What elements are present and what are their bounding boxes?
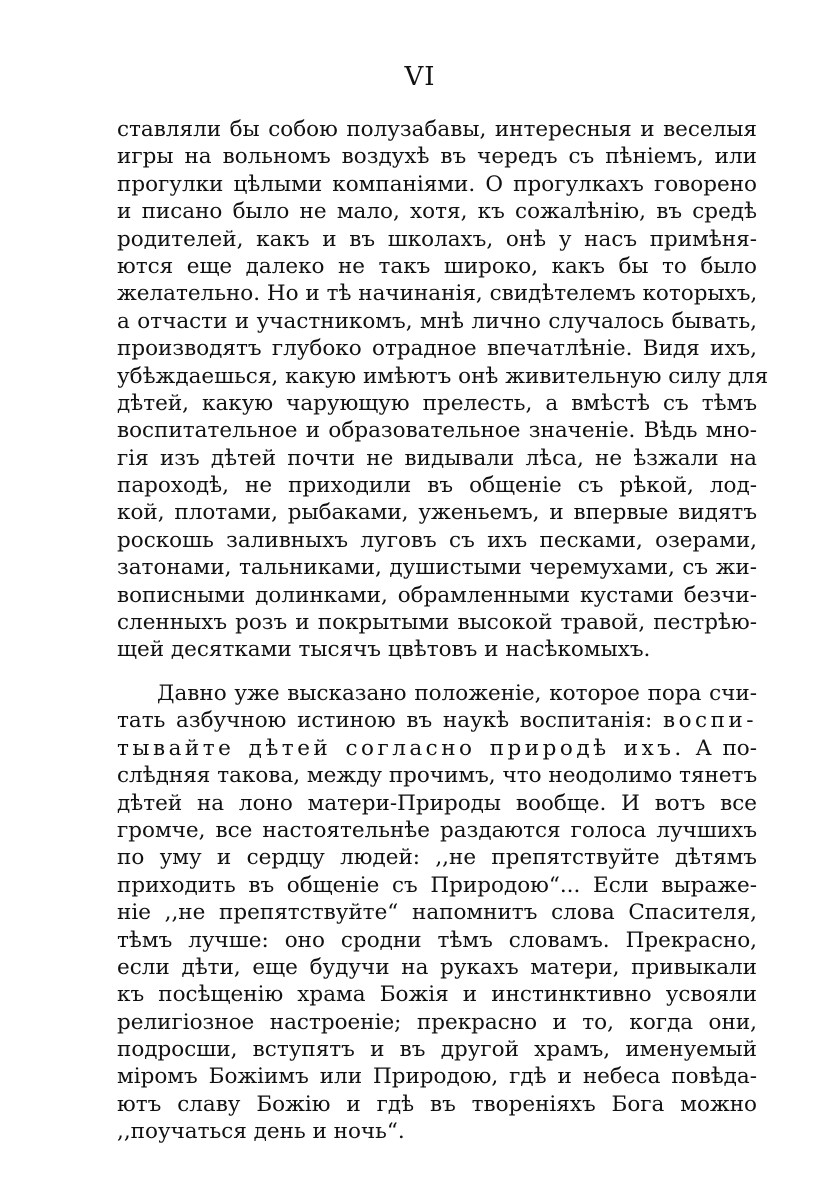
- text-line: по уму и сердцу людей: ,,не препятствуйте дѣтямъ: [117, 845, 757, 871]
- text-line: дѣтей на лоно матери-Природы вообще. И вотъ все: [117, 790, 757, 816]
- text-line: подросши, вступятъ и въ другой храмъ, именуемый: [117, 1037, 757, 1063]
- text-line: гія изъ дѣтей почти не видывали лѣса, не ѣзжали на: [117, 445, 757, 471]
- text-line: ніе ,,не препятствуйте“ напомнитъ слова Спасителя,: [117, 900, 757, 926]
- text-line: ются еще далеко не такъ широко, какъ бы то было: [117, 253, 757, 279]
- text-line: пароходѣ, не приходили въ общеніе съ рѣкой, лод-: [117, 473, 757, 499]
- text-line: прогулки цѣлыми компаніями. О прогулкахъ говорено: [117, 171, 757, 197]
- text-line: Давно уже высказано положеніе, которое пора счи-: [157, 681, 757, 706]
- text-line: производятъ глубоко отрадное впечатлѣніе. Видя ихъ,: [117, 336, 757, 362]
- text-line: міромъ Божіимъ или Природою, гдѣ и небеса повѣда-: [117, 1064, 757, 1090]
- text-line: къ посѣщенію храма Божія и инстинктивно усвояли: [117, 982, 757, 1008]
- text-line: если дѣти, еще будучи на рукахъ матери, привыкали: [117, 954, 757, 980]
- text-segment: тать азбучною истиною въ наукѣ воспитанія:: [117, 708, 653, 734]
- page-number: VI: [404, 62, 436, 92]
- text-line: а отчасти и участникомъ, мнѣ лично случалось бывать,: [117, 308, 757, 334]
- text-line: родителей, какъ и въ школахъ, онѣ у насъ примѣня-: [117, 226, 757, 252]
- text-line: [117, 707, 757, 734]
- text-line: религіозное настроеніе; прекрасно и то, когда они,: [117, 1009, 757, 1035]
- emphasized-text: тывайте дѣтей согласно природѣ ихъ.: [117, 735, 685, 761]
- text-line: роскошь заливныхъ луговъ съ ихъ песками, озерами,: [117, 527, 757, 553]
- text-line: слѣдняя такова, между прочимъ, что неодолимо тянетъ: [117, 763, 758, 789]
- text-line: громче, все настоятельнѣе раздаются голоса лучшихъ: [117, 817, 757, 843]
- text-line: воспитательное и образовательное значеніе. Вѣдь мно-: [117, 418, 757, 444]
- text-line: кой, плотами, рыбаками, уженьемъ, и впервые видятъ: [117, 500, 757, 526]
- emphasized-text: воспи-: [662, 708, 757, 734]
- text-line: приходить въ общеніе съ Природою“... Если выраже-: [117, 872, 757, 898]
- text-line: желательно. Но и тѣ начинанія, свидѣтелемъ которыхъ,: [117, 281, 758, 307]
- text-line: ставляли бы собою полузабавы, интересныя и веселыя: [117, 117, 757, 142]
- text-line: тѣмъ лучше: оно сродни тѣмъ словамъ. Прекрасно,: [117, 927, 757, 953]
- text-line: игры на вольномъ воздухѣ въ чередъ съ пѣніемъ, или: [117, 144, 757, 170]
- text-line: [117, 735, 757, 762]
- paragraph-2: [117, 680, 757, 1146]
- text-line: затонами, тальниками, душистыми черемухами, съ жи-: [117, 555, 757, 581]
- text-line: ,,поучаться день и ночь“.: [117, 1119, 405, 1145]
- text-line: убѣждаешься, какую имѣютъ онѣ живительную силу для: [117, 363, 769, 389]
- text-line: вописными долинками, обрамленными кустами безчи-: [117, 582, 757, 608]
- text-line: сленныхъ розъ и покрытыми высокой травой, пестрѣю-: [117, 610, 757, 636]
- paragraph-1: [117, 116, 769, 664]
- text-line: дѣтей, какую чарующую прелесть, а вмѣстѣ съ тѣмъ: [117, 390, 757, 416]
- text-segment: А по-: [695, 735, 757, 761]
- text-line: и писано было не мало, хотя, къ сожалѣнію, въ средѣ: [117, 199, 757, 225]
- text-line: щей десятками тысячъ цвѣтовъ и насѣкомыхъ.: [117, 637, 651, 663]
- text-line: ютъ славу Божію и гдѣ въ твореніяхъ Бога можно: [117, 1091, 757, 1117]
